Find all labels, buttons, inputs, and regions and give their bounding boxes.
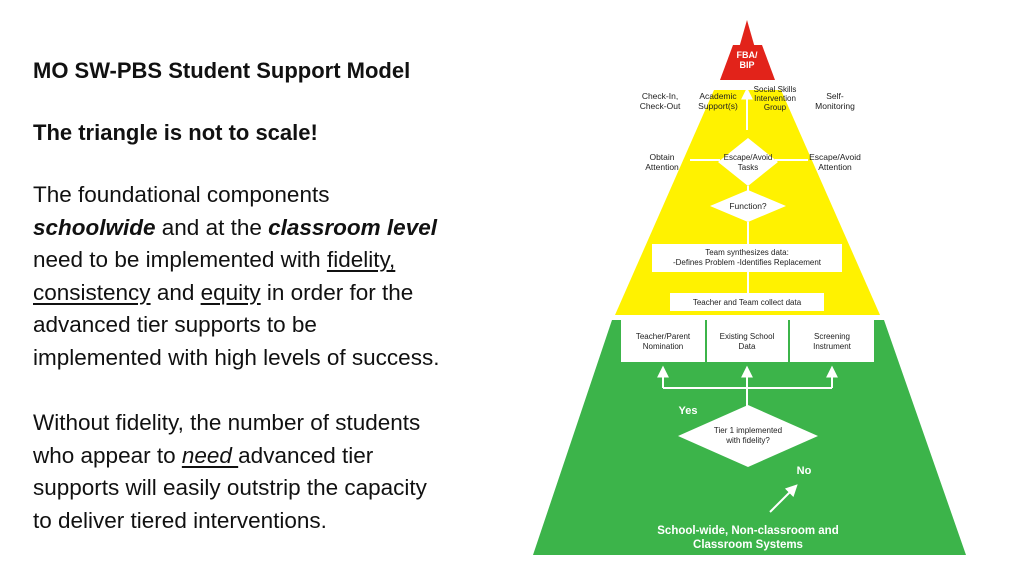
- screening-box: [790, 320, 874, 362]
- label-teacher-nomination: Teacher/Parent Nomination: [635, 332, 691, 351]
- p2-text: advanced tier: [238, 442, 374, 468]
- label-checkin-checkout: Check-In, Check-Out: [639, 91, 681, 111]
- label-screening: Screening Instrument: [813, 332, 851, 351]
- label-no: No: [796, 465, 812, 477]
- label-existing-data: Existing School Data: [719, 332, 775, 351]
- p1-text: need to be implemented with: [33, 247, 327, 272]
- p1-schoolwide: schoolwide: [33, 214, 156, 240]
- p2-text: to deliver tiered interventions.: [33, 507, 327, 533]
- label-function: Function?: [729, 201, 767, 211]
- label-social-skills: Social Skills Intervention Group: [753, 85, 797, 112]
- p2-need: need: [181, 442, 239, 468]
- p1-text: and at the: [155, 214, 269, 240]
- label-escape-attention: Escape/Avoid Attention: [809, 152, 861, 172]
- p2-text: Without fidelity, the number of students: [33, 410, 421, 435]
- apex-label: FBA/ BIP: [736, 50, 758, 70]
- p1-fidelity: fidelity,: [326, 247, 396, 272]
- p1-text: implemented with high levels of success.: [33, 344, 440, 370]
- label-obtain-attention: Obtain Attention: [645, 152, 679, 172]
- page-subtitle: The triangle is not to scale!: [33, 120, 318, 145]
- label-academic-support: Academic Support(s): [698, 91, 738, 111]
- label-fidelity-question: Tier 1 implemented with fidelity?: [713, 426, 783, 445]
- p1-consistency: consistency: [33, 279, 151, 305]
- p1-equity: equity: [200, 279, 261, 305]
- label-base-systems: School-wide, Non-classroom and Classroom Systems: [657, 525, 839, 551]
- paragraph-without-fidelity: [33, 407, 533, 537]
- page-title: MO SW-PBS Student Support Model: [33, 58, 411, 83]
- p2-text: who appear to: [33, 442, 182, 468]
- p1-classroom-level: classroom level: [268, 214, 437, 240]
- p1-text: The foundational components: [33, 182, 330, 207]
- p1-text: and: [150, 279, 201, 305]
- paragraph-foundational: [33, 179, 533, 374]
- p1-text: in order for the: [260, 279, 414, 305]
- label-collect-data: Teacher and Team collect data: [692, 298, 802, 307]
- label-team-synthesizes: Team synthesizes data: -Defines Problem -Identifies Replacement: [672, 248, 822, 267]
- support-model-triangle: [530, 0, 1024, 576]
- p1-text: advanced tier supports to be: [33, 312, 317, 337]
- teacher-nomination-box: [621, 320, 705, 362]
- p2-text: supports will easily outstrip the capacity: [33, 475, 427, 500]
- label-self-monitoring: Self-Monitoring: [815, 91, 855, 111]
- text-panel: [33, 58, 533, 537]
- label-escape-tasks: Escape/Avoid Tasks: [723, 153, 773, 172]
- label-yes: Yes: [678, 405, 698, 417]
- existing-data-box: [707, 320, 788, 362]
